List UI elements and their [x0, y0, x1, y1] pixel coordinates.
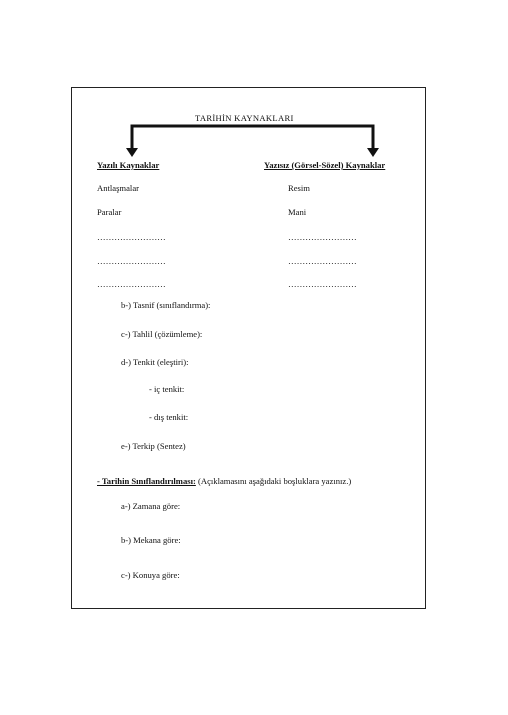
arrow-left-head	[126, 148, 138, 157]
written-blank: ……………………	[97, 232, 166, 242]
written-item: Antlaşmalar	[97, 183, 139, 193]
step-tenkit: d-) Tenkit (eleştiri):	[121, 357, 189, 367]
step-dis-tenkit: - dış tenkit:	[149, 412, 189, 422]
written-sources-heading: Yazılı Kaynaklar	[97, 160, 160, 170]
unwritten-sources-heading: Yazısız (Görsel-Sözel) Kaynaklar	[264, 160, 386, 170]
unwritten-item: Resim	[288, 183, 310, 193]
written-blank: ……………………	[97, 279, 166, 289]
unwritten-blank: ……………………	[288, 232, 357, 242]
unwritten-item: Mani	[288, 207, 307, 217]
page-title: TARİHİN KAYNAKLARI	[195, 113, 294, 123]
step-terkip: e-) Terkip (Sentez)	[121, 441, 186, 451]
arrow-right-head	[367, 148, 379, 157]
classification-instruction: (Açıklamasını aşağıdaki boşluklara yazınız.)	[195, 476, 352, 486]
step-tasnif: b-) Tasnif (sınıflandırma):	[121, 300, 211, 310]
written-blank: ……………………	[97, 256, 166, 266]
classification-line	[97, 476, 351, 486]
step-ic-tenkit: - iç tenkit:	[149, 384, 185, 394]
unwritten-blank: ……………………	[288, 256, 357, 266]
written-item: Paralar	[97, 207, 122, 217]
classification-heading: - Tarihin Sınıflandırılması:	[97, 476, 196, 486]
step-tahlil: c-) Tahlil (çözümleme):	[121, 329, 203, 339]
arrow-connector	[132, 126, 373, 151]
unwritten-blank: ……………………	[288, 279, 357, 289]
class-subject: c-) Konuya göre:	[121, 570, 180, 580]
class-place: b-) Mekana göre:	[121, 535, 181, 545]
class-time: a-) Zamana göre:	[121, 501, 181, 511]
